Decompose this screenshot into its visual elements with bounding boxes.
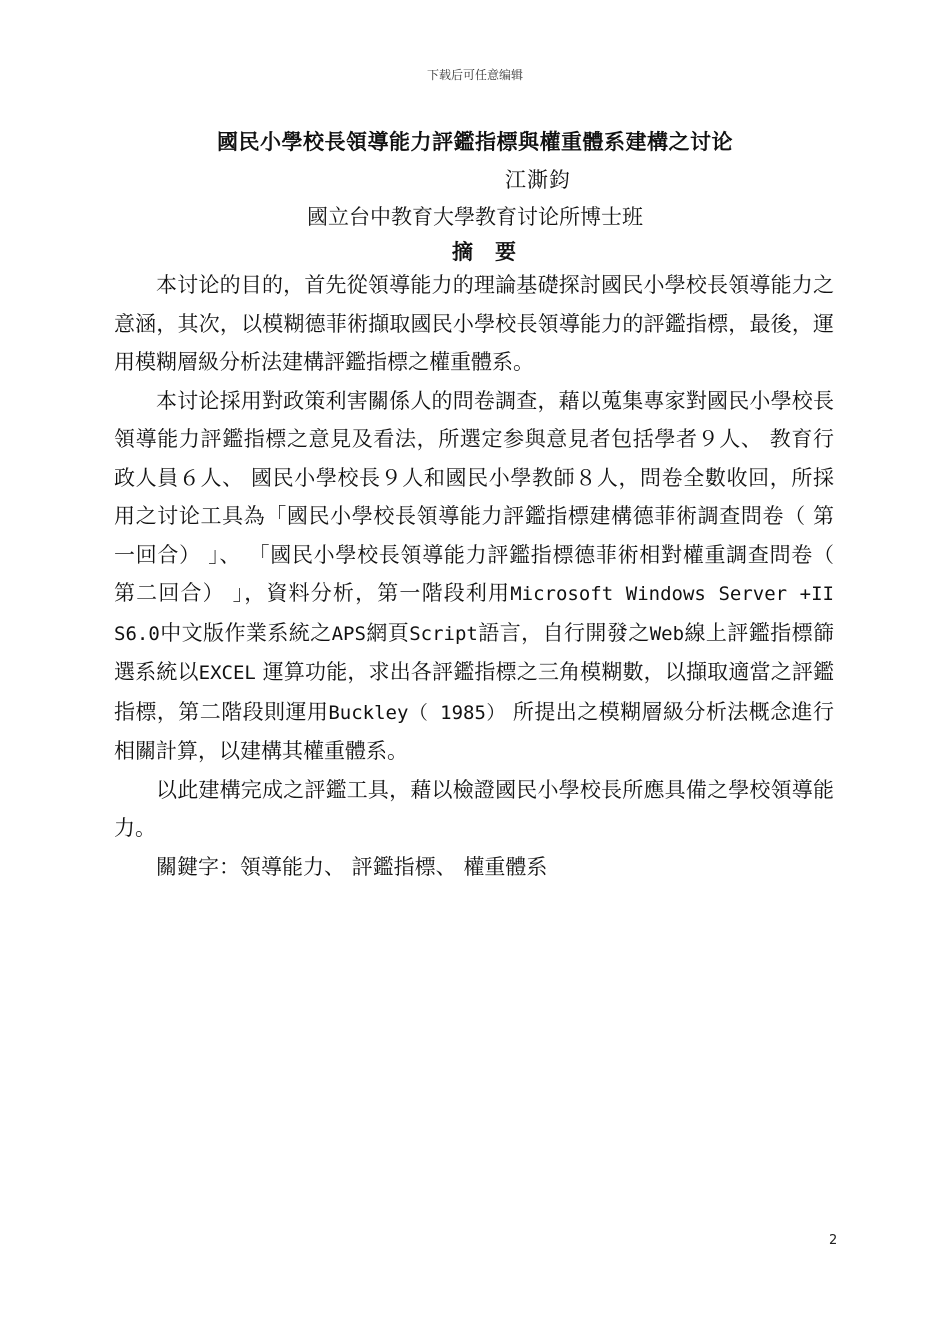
abstract-body [114,266,834,886]
software-name: Microsoft Windows Server +II S6.0 [114,583,834,645]
document-title: 國民小學校長領導能力評鑑指標與權重體系建構之讨论 [217,130,733,154]
excel-term: EXCEL [198,662,256,684]
paragraph-2-text-7: 所提出之模糊層級分析法概念進行相關計算，以建構其權重體系。 [114,699,834,763]
abstract-paragraph-3: 以此建構完成之評鑑工具，藉以檢證國民小學校長所應具備之學校領導能力。 [114,777,834,840]
paragraph-2-text-5: 線上評鑑指標篩選系統以 [114,620,835,684]
author-name: 江澌鈞 [505,168,571,192]
abstract-heading: 摘要 [452,240,538,264]
paragraph-2-text-1: 本讨论採用對政策利害關係人的問卷調查，藉以蒐集專家對國民小學校長領導能力評鑑指標之意見及看法，所選定参與意見者包括學者９人、 教育行政人員６人、 國民小學校長９人和國民小學教師８人，問卷全數收回，所採用之讨论工具為「國民小學校長領導能力評鑑指標建構德菲術調查問卷（ 第一回合） 」、 「國民小學校長領導能力評鑑指標德菲術相對權重調查問卷（ 第二回合） 」，資料分析，第一階段利用 [114,388,834,605]
paragraph-2-text-6: 運算功能，求出各評鑑指標之三角模糊數，以擷取適當之評鑑指標，第二階段則運用 [114,660,834,724]
citation: Buckley（ 1985） [328,701,506,724]
aps-term: APS [331,622,366,645]
web-term: Web [649,622,685,645]
page-number: 2 [829,1233,838,1248]
paragraph-2-text-3: 網頁 [365,620,410,645]
abstract-paragraph-1: 本讨论的目的，首先從領導能力的理論基礎探討國民小學校長領導能力之意涵，其次，以模糊德菲術擷取國民小學校長領導能力的評鑑指標，最後，運用模糊層級分析法建構評鑑指標之權重體系。 [114,273,834,374]
script-term: Script [409,622,478,645]
paragraph-2-text-2: 中文版作業系統之 [159,620,332,645]
header-note: 下载后可任意编辑 [426,68,523,82]
keywords-line: 關鍵字：領導能力、 評鑑指標、 權重體系 [156,854,548,879]
author-affiliation: 國立台中教育大學教育讨论所博士班 [307,205,643,229]
paragraph-2-text-4: 語言，自行開發之 [477,620,650,645]
abstract-paragraph-2 [114,382,834,771]
